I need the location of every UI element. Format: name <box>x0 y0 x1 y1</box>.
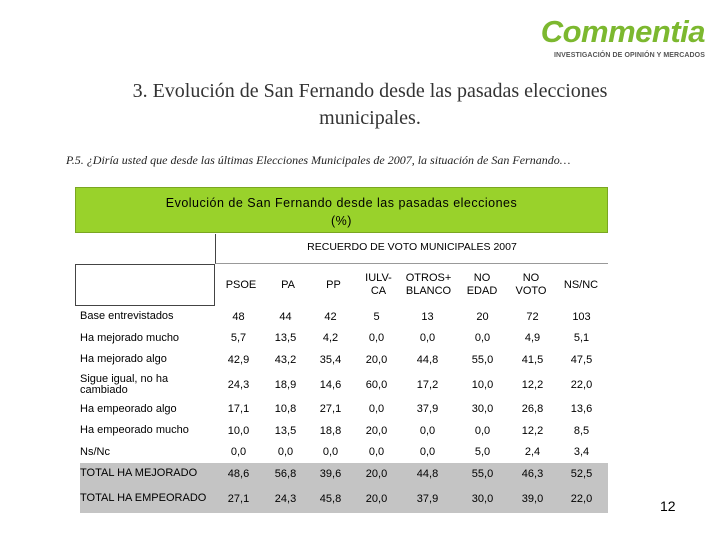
table-cell: 0,0 <box>474 332 491 345</box>
table-cell: 72 <box>526 310 539 323</box>
table-cell: 30,0 <box>455 485 510 513</box>
table-row <box>80 349 608 371</box>
table-cell: 13 <box>421 310 434 323</box>
table-cell: 0,0 <box>419 446 436 459</box>
table-cell: 39,0 <box>510 485 555 513</box>
table-row <box>80 420 608 442</box>
column-header: IULV- CA <box>365 272 392 297</box>
table-cell: 0,0 <box>419 332 436 345</box>
table-cell: 12,2 <box>521 378 544 391</box>
row-label: Sigue igual, no ha cambiado <box>80 372 169 396</box>
column-header: NO VOTO <box>515 272 547 297</box>
table-cell: 44,8 <box>400 463 455 485</box>
table-cell: 17,1 <box>227 403 250 416</box>
table-header-unit: (%) <box>331 214 352 228</box>
slide-title <box>40 78 700 132</box>
column-headers <box>75 264 608 306</box>
row-label: Ha empeorado mucho <box>80 424 189 437</box>
table-cell: 20,0 <box>353 463 400 485</box>
table-cell: 14,6 <box>319 378 342 391</box>
table-header <box>75 187 608 233</box>
table-cell: 4,2 <box>322 332 339 345</box>
table-cell: 103 <box>572 310 591 323</box>
table-cell: 24,3 <box>263 485 308 513</box>
table-cell: 0,0 <box>368 332 385 345</box>
blank-header-cell <box>75 264 215 306</box>
table-cell: 0,0 <box>322 446 339 459</box>
table-cell: 18,8 <box>319 424 342 437</box>
table-cell: 22,0 <box>555 485 608 513</box>
table-cell: 27,1 <box>319 403 342 416</box>
column-header: NS/NC <box>563 278 599 291</box>
results-table <box>80 306 608 513</box>
table-cell: 37,9 <box>416 403 439 416</box>
table-cell: 8,5 <box>573 424 590 437</box>
table-cell: 0,0 <box>368 403 385 416</box>
table-cell: 56,8 <box>263 463 308 485</box>
table-cell: 17,2 <box>416 378 439 391</box>
table-row <box>80 371 608 399</box>
table-cell: 0,0 <box>277 446 294 459</box>
table-cell: 35,4 <box>319 353 342 366</box>
table-cell: 41,5 <box>521 353 544 366</box>
table-row <box>80 485 608 513</box>
table-cell: 48 <box>232 310 245 323</box>
table-cell: 43,2 <box>274 353 297 366</box>
table-cell: 5,7 <box>230 332 247 345</box>
table-cell: 10,0 <box>471 378 494 391</box>
table-cell: 18,9 <box>274 378 297 391</box>
table-cell: 12,2 <box>521 424 544 437</box>
table-cell: 5,1 <box>573 332 590 345</box>
table-cell: 45,8 <box>308 485 353 513</box>
table-cell: 4,9 <box>524 332 541 345</box>
table-cell: 47,5 <box>570 353 593 366</box>
row-label: Ha empeorado algo <box>80 402 177 415</box>
survey-question: P.5. ¿Diría usted que desde las últimas Elecciones Municipales de 2007, la situación de San Fernando… <box>66 153 571 167</box>
column-header: PP <box>326 278 341 291</box>
table-cell: 42 <box>324 310 337 323</box>
table-cell: 30,0 <box>471 403 494 416</box>
table-cell: 44,8 <box>416 353 439 366</box>
row-label: Ns/Nc <box>80 445 110 458</box>
table-cell: 44 <box>279 310 292 323</box>
row-label: Ha mejorado algo <box>80 353 167 366</box>
table-cell: 3,4 <box>573 446 590 459</box>
table-cell: 0,0 <box>368 446 385 459</box>
table-cell: 5 <box>373 310 380 323</box>
row-label: Ha mejorado mucho <box>80 331 180 344</box>
table-row <box>80 463 608 485</box>
table-header-title: Evolución de San Fernando desde las pasadas elecciones <box>165 196 518 210</box>
table-cell: 46,3 <box>510 463 555 485</box>
table-cell: 13,5 <box>274 424 297 437</box>
column-header: PSOE <box>225 278 257 291</box>
table-cell: 22,0 <box>570 378 593 391</box>
logo-tagline: INVESTIGACIÓN DE OPINIÓN Y MERCADOS <box>553 52 705 59</box>
row-label: Base entrevistados <box>80 310 174 323</box>
table-row <box>80 328 608 350</box>
table-cell: 39,6 <box>308 463 353 485</box>
table-cell: 10,0 <box>227 424 250 437</box>
table-cell: 13,6 <box>570 403 593 416</box>
table-cell: 55,0 <box>471 353 494 366</box>
table-cell: 27,1 <box>214 485 263 513</box>
table-cell: 2,4 <box>524 446 541 459</box>
column-header: NO EDAD <box>466 272 498 297</box>
table-row <box>80 442 608 464</box>
table-cell: 52,5 <box>555 463 608 485</box>
table-cell: 26,8 <box>521 403 544 416</box>
table-cell: 20 <box>476 310 489 323</box>
table-cell: 24,3 <box>227 378 250 391</box>
table-row <box>80 399 608 421</box>
table-cell: 0,0 <box>230 446 247 459</box>
row-label: TOTAL HA EMPEORADO <box>80 485 214 513</box>
table-cell: 13,5 <box>274 332 297 345</box>
table-cell: 60,0 <box>365 378 388 391</box>
table-cell: 0,0 <box>474 424 491 437</box>
page-number: 12 <box>660 498 676 514</box>
table-cell: 48,6 <box>214 463 263 485</box>
table-cell: 42,9 <box>227 353 250 366</box>
commentia-logo <box>520 14 705 59</box>
table-cell: 0,0 <box>419 424 436 437</box>
table-cell: 10,8 <box>274 403 297 416</box>
logo-wordmark: Commentia <box>540 14 705 49</box>
column-header: PA <box>281 278 295 291</box>
column-header: OTROS+ BLANCO <box>405 272 452 297</box>
table-cell: 20,0 <box>365 353 388 366</box>
column-group-label: RECUERDO DE VOTO MUNICIPALES 2007 <box>215 234 608 264</box>
table-cell: 37,9 <box>400 485 455 513</box>
slide-title-line2: municipales. <box>319 107 421 129</box>
table-cell: 5,0 <box>474 446 491 459</box>
table-cell: 55,0 <box>455 463 510 485</box>
table-row <box>80 306 608 328</box>
table-cell: 20,0 <box>353 485 400 513</box>
table-cell: 20,0 <box>365 424 388 437</box>
slide-title-line1: 3. Evolución de San Fernando desde las pasadas elecciones <box>132 80 608 102</box>
row-label: TOTAL HA MEJORADO <box>80 463 214 485</box>
